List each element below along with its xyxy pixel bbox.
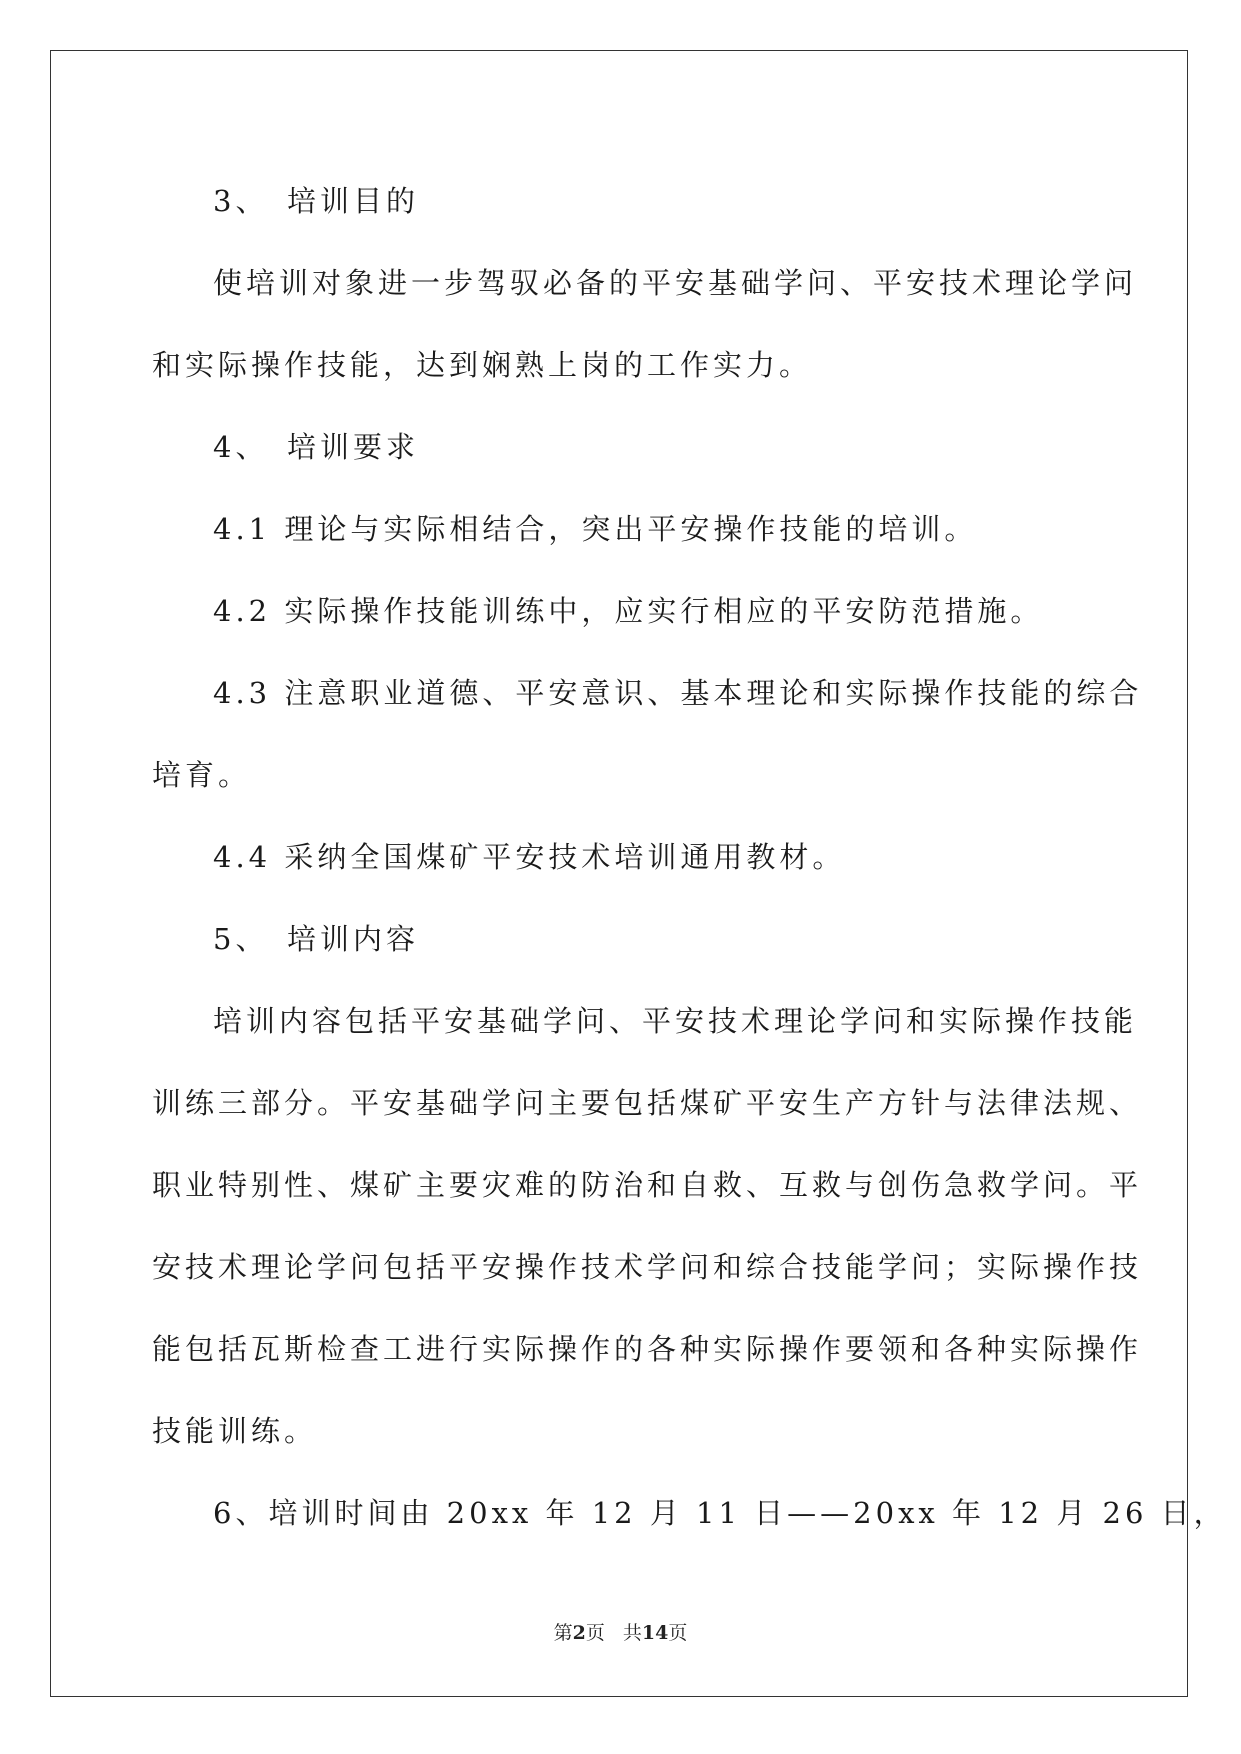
heading-training-requirements: 4、 培训要求 [213,430,419,464]
total-prefix: 共 [622,1622,642,1644]
total-suffix: 页 [668,1622,688,1644]
paragraph-line: 和实际操作技能，达到娴熟上岗的工作实力。 [152,348,813,382]
page-suffix: 页 [585,1622,605,1644]
paragraph-line: 培训内容包括平安基础学问、平安技术理论学问和实际操作技能 [213,1004,1138,1038]
heading-training-content: 5、 培训内容 [213,922,419,956]
paragraph-line: 技能训练。 [152,1414,318,1448]
document-body [152,160,1227,1554]
list-item-4-1: 4.1 理论与实际相结合，突出平安操作技能的培训。 [213,512,978,546]
list-item-4-3: 4.3 注意职业道德、平安意识、基本理论和实际操作技能的综合 [213,676,1143,710]
page-prefix: 第 [553,1622,573,1644]
list-item-4-4: 4.4 采纳全国煤矿平安技术培训通用教材。 [213,840,846,874]
paragraph-line: 安技术理论学问包括平安操作技术学问和综合技能学问；实际操作技 [152,1250,1143,1284]
total-pages: 14 [641,1622,669,1644]
paragraph-line: 训练三部分。平安基础学问主要包括煤矿平安生产方针与法律法规、 [152,1086,1143,1120]
page-number: 2 [572,1622,586,1644]
paragraph-line: 培育。 [152,758,252,792]
training-time-line: 6、培训时间由 20xx 年 12 月 11 日——20xx 年 12 月 26 日， [213,1496,1227,1530]
paragraph-line: 能包括瓦斯检查工进行实际操作的各种实际操作要领和各种实际操作 [152,1332,1143,1366]
list-item-4-2: 4.2 实际操作技能训练中，应实行相应的平安防范措施。 [213,594,1044,628]
paragraph-line: 使培训对象进一步驾驭必备的平安基础学问、平安技术理论学问 [213,266,1138,300]
paragraph-line: 职业特别性、煤矿主要灾难的防治和自救、互救与创伤急救学问。平 [152,1168,1143,1202]
heading-training-purpose: 3、 培训目的 [213,184,419,218]
page-footer [0,1618,1241,1645]
